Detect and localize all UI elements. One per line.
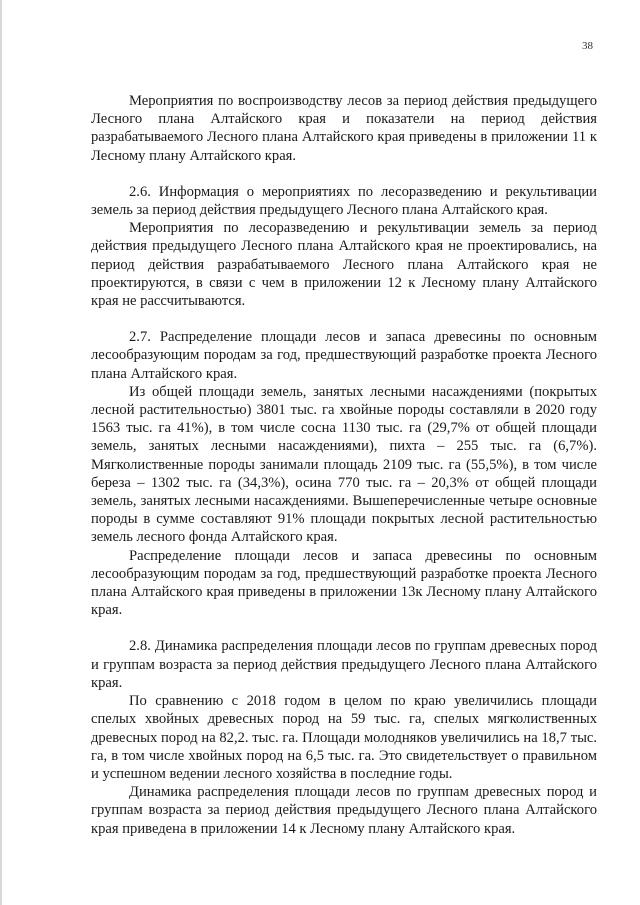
section-heading-2-8: 2.8. Динамика распределения площади лесов по группам древесных пород и группам возраста за период действия предыдущего Лесного плана Алтайского края.: [91, 638, 597, 691]
section-heading-2-7: 2.7. Распределение площади лесов и запаса древесины по основным лесообразующим породам за год, предшествующий разработке проекта Лесного плана Алтайского края.: [91, 329, 597, 382]
paragraph-reforestation: Мероприятия по воспроизводству лесов за период действия предыдущего Лесного плана Алтайского края и показатели на период действия разрабатываемого Лесного плана Алтайского края приведены в приложении 11 к Лесному плану Алтайского края.: [91, 93, 597, 164]
paragraph-species-area: Из общей площади земель, занятых лесными насаждениями (покрытых лесной растительностью) 3801 тыс. га хвойные породы составляли в 2020 году 1563 тыс. га 41%), в том числе сосна 1130 тыс. га (29,7% от общей площади земель, занятых лесными насаждениями), пихта – 255 тыс. га (6,7%). Мягколиственные породы занимали площадь 2109 тыс. га (55,5%), в том числе береза – 1302 тыс. га (34,3%), осина 770 тыс. га – 20,3% от общей площади земель, занятых лесными насаждениями. Вышеперечисленные четыре основные породы в сумме составляют 91% площади покрытых лесной растительностью земель лесного фонда Алтайского края.: [91, 383, 597, 546]
paragraph-afforestation: Мероприятия по лесоразведению и рекультивации земель за период действия предыдущего Лесного плана Алтайского края не проектировались, на период действия разрабатываемого Лесного плана Алтайского края не проектируются, в связи с чем в приложении 12 к Лесному плану Алтайского края не рассчитываются.: [91, 220, 597, 310]
page-number: 38: [582, 40, 593, 52]
paragraph-appendix-14: Динамика распределения площади лесов по группам древесных пород и группам возраста за период действия предыдущего Лесного плана Алтайского края приведена в приложении 14 к Лесному плану Алтайского края.: [91, 784, 597, 837]
paragraph-dynamics: По сравнению с 2018 годом в целом по краю увеличились площади спелых хвойных древесных пород на 59 тыс. га, спелых мягколиственных древесных пород на 82,2. тыс. га. Площади молодняков увеличились на 18,7 тыс. га, в том числе хвойных пород на 6,5 тыс. га. Это свидетельствует о правильном и успешном ведении лесного хозяйства в последние годы.: [91, 693, 597, 782]
document-body: [91, 92, 597, 838]
paragraph-appendix-13: Распределение площади лесов и запаса древесины по основным лесообразующим породам за год, предшествующий разработке проекта Лесного плана Алтайского края приведены в приложении 13к Лесному плану Алтайского края.: [91, 547, 597, 619]
scan-edge: [0, 0, 2, 905]
section-heading-2-6: 2.6. Информация о мероприятиях по лесоразведению и рекультивации земель за период действия предыдущего Лесного плана Алтайского края.: [91, 183, 597, 219]
